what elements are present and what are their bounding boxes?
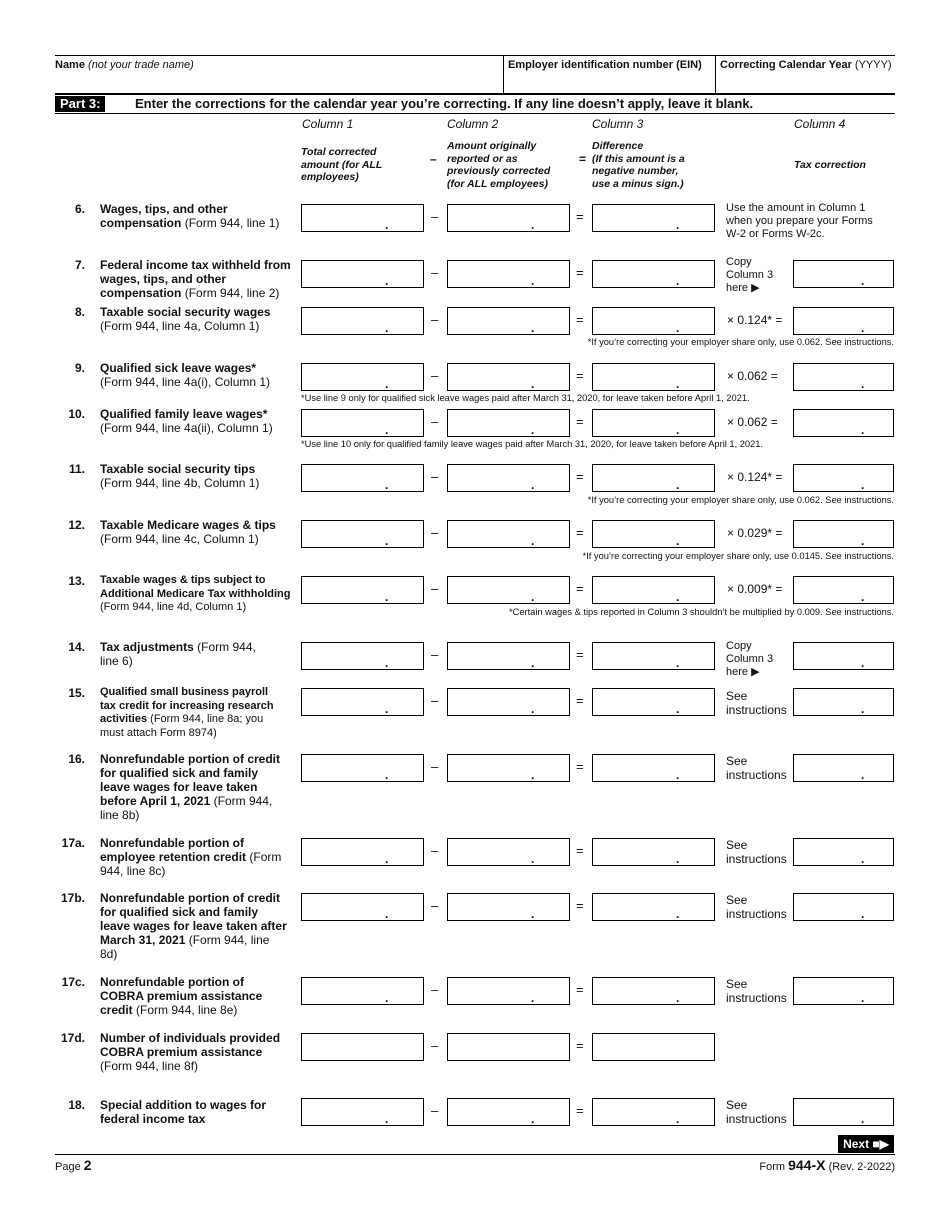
decimal-point: .: [531, 534, 535, 548]
decimal-point: .: [861, 590, 865, 604]
decimal-point: .: [385, 478, 389, 492]
line-17a-col3-input[interactable]: [592, 838, 715, 866]
decimal-point: .: [676, 656, 680, 670]
see-instructions-label: See instructions: [726, 977, 787, 1005]
part-header: [55, 93, 895, 114]
line-13-col2-input[interactable]: [447, 576, 570, 604]
line-10-desc: Qualified family leave wages* (Form 944, line 4a(ii), Column 1): [100, 407, 273, 435]
line-18-col4-input[interactable]: [793, 1098, 894, 1126]
line-13-desc: Taxable wages & tips subject to Additional Medicare Tax withholding (Form 944, line 4d, Column 1): [100, 574, 291, 613]
line-17b-col2-input[interactable]: [447, 893, 570, 921]
line-number: 12.: [68, 518, 85, 532]
column-4-desc: Tax correction: [794, 159, 866, 171]
decimal-point: .: [676, 702, 680, 716]
line-8-col2-input[interactable]: [447, 307, 570, 335]
part-tag: Part 3:: [55, 96, 105, 112]
line-number: 17a.: [61, 836, 85, 850]
see-instructions-label: See instructions: [726, 838, 787, 866]
column-3-desc: Difference (If this amount is a negative number, use a minus sign.): [592, 140, 685, 190]
line-17a-col4-input[interactable]: [793, 838, 894, 866]
line-17b-col1-input[interactable]: [301, 893, 424, 921]
decimal-point: .: [861, 377, 865, 391]
ein-label: Employer identification number (EIN): [508, 59, 702, 71]
line-9-col4-input[interactable]: [793, 363, 894, 391]
decimal-point: .: [385, 590, 389, 604]
decimal-point: .: [531, 907, 535, 921]
decimal-point: .: [385, 702, 389, 716]
decimal-point: .: [861, 274, 865, 288]
minus-operator: –: [431, 1103, 439, 1118]
decimal-point: .: [676, 768, 680, 782]
line-number: 14.: [68, 640, 85, 654]
decimal-point: .: [861, 423, 865, 437]
minus-operator: –: [431, 265, 439, 280]
line-9-desc: Qualified sick leave wages* (Form 944, line 4a(i), Column 1): [100, 361, 271, 389]
line-14-desc: Tax adjustments (Form 944, line 6): [100, 640, 256, 668]
decimal-point: .: [861, 768, 865, 782]
decimal-point: .: [385, 321, 389, 335]
line-13-col3-input[interactable]: [592, 576, 715, 604]
decimal-point: .: [531, 1112, 535, 1126]
minus-sign: –: [430, 152, 437, 166]
line-13-col4-input[interactable]: [793, 576, 894, 604]
decimal-point: .: [385, 656, 389, 670]
decimal-point: .: [676, 321, 680, 335]
copy-col3-label: Copy Column 3 here ▶: [726, 256, 774, 294]
minus-operator: –: [431, 469, 439, 484]
footnote: *If you’re correcting your employer share only, use 0.062. See instructions.: [587, 337, 894, 347]
line-18-col2-input[interactable]: [447, 1098, 570, 1126]
line-17b-col4-input[interactable]: [793, 893, 894, 921]
line-17d-col1-input[interactable]: [301, 1033, 424, 1061]
line-15-col3-input[interactable]: [592, 688, 715, 716]
decimal-point: .: [385, 852, 389, 866]
equals-operator: =: [576, 647, 584, 662]
equals-operator: =: [576, 312, 584, 327]
line-12-col3-input[interactable]: [592, 520, 715, 548]
line-10-col1-input[interactable]: [301, 409, 424, 437]
decimal-point: .: [861, 321, 865, 335]
line-11-col1-input[interactable]: [301, 464, 424, 492]
line-number: 17d.: [60, 1031, 85, 1045]
line-7-col3-input[interactable]: [592, 260, 715, 288]
line-16-col3-input[interactable]: [592, 754, 715, 782]
line-number: 16.: [68, 752, 85, 766]
column-4-header: Column 4: [794, 117, 846, 131]
line-number: 17b.: [60, 891, 85, 905]
line-7-col1-input[interactable]: [301, 260, 424, 288]
line-17d-col3-input[interactable]: [592, 1033, 715, 1061]
line-11-col2-input[interactable]: [447, 464, 570, 492]
line-16-col2-input[interactable]: [447, 754, 570, 782]
ein-field[interactable]: [504, 55, 715, 94]
line-6-col4-note: Use the amount in Column 1 when you prepare your Forms W-2 or Forms W-2c.: [726, 202, 873, 240]
minus-operator: –: [431, 525, 439, 540]
line-17c-col3-input[interactable]: [592, 977, 715, 1005]
see-instructions-label: See instructions: [726, 689, 787, 717]
line-number: 13.: [68, 574, 85, 588]
line-17a-desc: Nonrefundable portion of employee retention credit (Form 944, line 8c): [100, 836, 282, 878]
equals-operator: =: [576, 1103, 584, 1118]
line-15-col1-input[interactable]: [301, 688, 424, 716]
line-9-col2-input[interactable]: [447, 363, 570, 391]
equals-operator: =: [576, 265, 584, 280]
see-instructions-label: See instructions: [726, 893, 787, 921]
line-17c-col4-input[interactable]: [793, 977, 894, 1005]
see-instructions-label: See instructions: [726, 1098, 787, 1126]
column-2-desc: Amount originally reported or as previously corrected (for ALL employees): [447, 140, 551, 190]
footnote: *If you’re correcting your employer share only, use 0.062. See instructions.: [587, 495, 894, 505]
line-12-col4-input[interactable]: [793, 520, 894, 548]
decimal-point: .: [861, 534, 865, 548]
line-8-col4-input[interactable]: [793, 307, 894, 335]
decimal-point: .: [385, 768, 389, 782]
equals-operator: =: [576, 898, 584, 913]
line-8-col3-input[interactable]: [592, 307, 715, 335]
line-14-col4-input[interactable]: [793, 642, 894, 670]
decimal-point: .: [861, 656, 865, 670]
line-6-col1-input[interactable]: [301, 204, 424, 232]
decimal-point: .: [531, 768, 535, 782]
decimal-point: .: [531, 991, 535, 1005]
line-9-col3-input[interactable]: [592, 363, 715, 391]
line-7-col4-input[interactable]: [793, 260, 894, 288]
line-8-desc: Taxable social security wages (Form 944, line 4a, Column 1): [100, 305, 271, 333]
see-instructions-label: See instructions: [726, 754, 787, 782]
line-6-desc: Wages, tips, and other compensation (Form 944, line 1): [100, 202, 280, 230]
name-field[interactable]: [55, 55, 503, 94]
line-12-col1-input[interactable]: [301, 520, 424, 548]
decimal-point: .: [531, 590, 535, 604]
rate-label: × 0.062 =: [727, 415, 778, 429]
line-15-desc: Qualified small business payroll tax credit for increasing research activities (Form 944, line 8a; you must attach Form 8974): [100, 686, 274, 739]
form-number: Form 944-X (Rev. 2-2022): [759, 1157, 895, 1173]
year-field[interactable]: [716, 55, 895, 94]
line-15-col4-input[interactable]: [793, 688, 894, 716]
decimal-point: .: [531, 423, 535, 437]
line-10-col4-input[interactable]: [793, 409, 894, 437]
minus-operator: –: [431, 843, 439, 858]
decimal-point: .: [861, 852, 865, 866]
equals-operator: =: [576, 1038, 584, 1053]
decimal-point: .: [676, 852, 680, 866]
line-11-col3-input[interactable]: [592, 464, 715, 492]
decimal-point: .: [861, 907, 865, 921]
decimal-point: .: [676, 274, 680, 288]
minus-operator: –: [431, 647, 439, 662]
line-number: 11.: [68, 462, 85, 476]
equals-operator: =: [576, 209, 584, 224]
decimal-point: .: [385, 377, 389, 391]
line-7-desc: Federal income tax withheld from wages, tips, and other compensation (Form 944, line 2): [100, 258, 291, 300]
footnote: *If you’re correcting your employer share only, use 0.0145. See instructions.: [582, 551, 894, 561]
minus-operator: –: [431, 312, 439, 327]
column-1-header: Column 1: [302, 117, 354, 131]
part-title: Enter the corrections for the calendar year you’re correcting. If any line doesn’t apply, leave it blank.: [135, 96, 754, 111]
line-17a-col1-input[interactable]: [301, 838, 424, 866]
equals-operator: =: [576, 469, 584, 484]
decimal-point: .: [531, 478, 535, 492]
line-10-col2-input[interactable]: [447, 409, 570, 437]
decimal-point: .: [676, 218, 680, 232]
line-number: 15.: [68, 686, 85, 700]
line-11-desc: Taxable social security tips (Form 944, line 4b, Column 1): [100, 462, 260, 490]
decimal-point: .: [861, 702, 865, 716]
decimal-point: .: [676, 478, 680, 492]
footnote: *Use line 9 only for qualified sick leave wages paid after March 31, 2020, for leave taken before April 1, 2021.: [301, 393, 750, 403]
line-17b-desc: Nonrefundable portion of credit for qualified sick and family leave wages for leave taken after March 31, 2021 (Form 944, line 8d): [100, 891, 287, 961]
minus-operator: –: [431, 1038, 439, 1053]
minus-operator: –: [431, 581, 439, 596]
equals-operator: =: [576, 693, 584, 708]
decimal-point: .: [531, 377, 535, 391]
minus-operator: –: [431, 759, 439, 774]
decimal-point: .: [676, 1112, 680, 1126]
minus-operator: –: [431, 368, 439, 383]
line-13-col1-input[interactable]: [301, 576, 424, 604]
footnote: *Certain wages & tips reported in Column 3 shouldn’t be multiplied by 0.009. See instructions.: [509, 607, 894, 617]
decimal-point: .: [676, 907, 680, 921]
line-6-col2-input[interactable]: [447, 204, 570, 232]
line-17c-desc: Nonrefundable portion of COBRA premium assistance credit (Form 944, line 8e): [100, 975, 263, 1017]
line-number: 18.: [68, 1098, 85, 1112]
next-page-button[interactable]: Next ■▶: [838, 1135, 894, 1153]
decimal-point: .: [385, 991, 389, 1005]
line-15-col2-input[interactable]: [447, 688, 570, 716]
line-number: 8.: [74, 305, 85, 319]
decimal-point: .: [676, 423, 680, 437]
column-1-desc: Total corrected amount (for ALL employees): [301, 146, 383, 183]
rate-label: × 0.124* =: [727, 470, 783, 484]
line-number: 10.: [68, 407, 85, 421]
decimal-point: .: [676, 377, 680, 391]
rate-label: × 0.009* =: [727, 582, 783, 596]
decimal-point: .: [861, 991, 865, 1005]
decimal-point: .: [531, 702, 535, 716]
line-8-col1-input[interactable]: [301, 307, 424, 335]
year-label: Correcting Calendar Year: [720, 59, 852, 71]
line-17d-desc: Number of individuals provided COBRA premium assistance (Form 944, line 8f): [100, 1031, 281, 1073]
line-18-col3-input[interactable]: [592, 1098, 715, 1126]
equals-operator: =: [576, 581, 584, 596]
equals-sign: =: [579, 152, 587, 166]
equals-operator: =: [576, 759, 584, 774]
page-number: Page 2: [55, 1157, 92, 1173]
decimal-point: .: [531, 274, 535, 288]
minus-operator: –: [431, 693, 439, 708]
equals-operator: =: [576, 525, 584, 540]
equals-operator: =: [576, 414, 584, 429]
footnote: *Use line 10 only for qualified family leave wages paid after March 31, 2020, for leave taken before April 1, 2021.: [301, 439, 764, 449]
decimal-point: .: [861, 478, 865, 492]
line-number: 17c.: [61, 975, 85, 989]
line-9-col1-input[interactable]: [301, 363, 424, 391]
line-18-desc: Special addition to wages for federal income tax: [100, 1098, 267, 1126]
line-16-col1-input[interactable]: [301, 754, 424, 782]
line-number: 9.: [74, 361, 85, 375]
equals-operator: =: [576, 982, 584, 997]
line-14-col2-input[interactable]: [447, 642, 570, 670]
line-14-col3-input[interactable]: [592, 642, 715, 670]
decimal-point: .: [676, 590, 680, 604]
line-number: 7.: [74, 258, 85, 272]
line-12-col2-input[interactable]: [447, 520, 570, 548]
line-number: 6.: [74, 202, 85, 216]
decimal-point: .: [531, 218, 535, 232]
decimal-point: .: [531, 656, 535, 670]
rate-label: × 0.124* =: [727, 313, 783, 327]
line-16-desc: Nonrefundable portion of credit for qualified sick and family leave wages for leave taken before April 1, 2021 (Form 944, line 8b): [100, 752, 280, 822]
name-hint: (not your trade name): [88, 59, 194, 71]
decimal-point: .: [385, 907, 389, 921]
decimal-point: .: [385, 534, 389, 548]
minus-operator: –: [431, 414, 439, 429]
decimal-point: .: [385, 423, 389, 437]
minus-operator: –: [431, 982, 439, 997]
line-17c-col1-input[interactable]: [301, 977, 424, 1005]
rate-label: × 0.029* =: [727, 526, 783, 540]
line-7-col2-input[interactable]: [447, 260, 570, 288]
decimal-point: .: [531, 852, 535, 866]
line-12-desc: Taxable Medicare wages & tips (Form 944, line 4c, Column 1): [100, 518, 276, 546]
decimal-point: .: [531, 321, 535, 335]
equals-operator: =: [576, 843, 584, 858]
line-14-col1-input[interactable]: [301, 642, 424, 670]
column-3-header: Column 3: [592, 117, 644, 131]
decimal-point: .: [385, 274, 389, 288]
line-17a-col2-input[interactable]: [447, 838, 570, 866]
equals-operator: =: [576, 368, 584, 383]
line-17d-col2-input[interactable]: [447, 1033, 570, 1061]
rate-label: × 0.062 =: [727, 369, 778, 383]
copy-col3-label: Copy Column 3 here ▶: [726, 640, 774, 678]
minus-operator: –: [431, 209, 439, 224]
line-18-col1-input[interactable]: [301, 1098, 424, 1126]
minus-operator: –: [431, 898, 439, 913]
line-6-col3-input[interactable]: [592, 204, 715, 232]
line-17c-col2-input[interactable]: [447, 977, 570, 1005]
line-16-col4-input[interactable]: [793, 754, 894, 782]
decimal-point: .: [676, 991, 680, 1005]
line-10-col3-input[interactable]: [592, 409, 715, 437]
decimal-point: .: [676, 534, 680, 548]
decimal-point: .: [861, 1112, 865, 1126]
line-11-col4-input[interactable]: [793, 464, 894, 492]
year-hint: (YYYY): [854, 59, 892, 71]
decimal-point: .: [385, 1112, 389, 1126]
column-2-header: Column 2: [447, 117, 499, 131]
decimal-point: .: [385, 218, 389, 232]
line-17b-col3-input[interactable]: [592, 893, 715, 921]
name-label: Name: [55, 59, 85, 71]
